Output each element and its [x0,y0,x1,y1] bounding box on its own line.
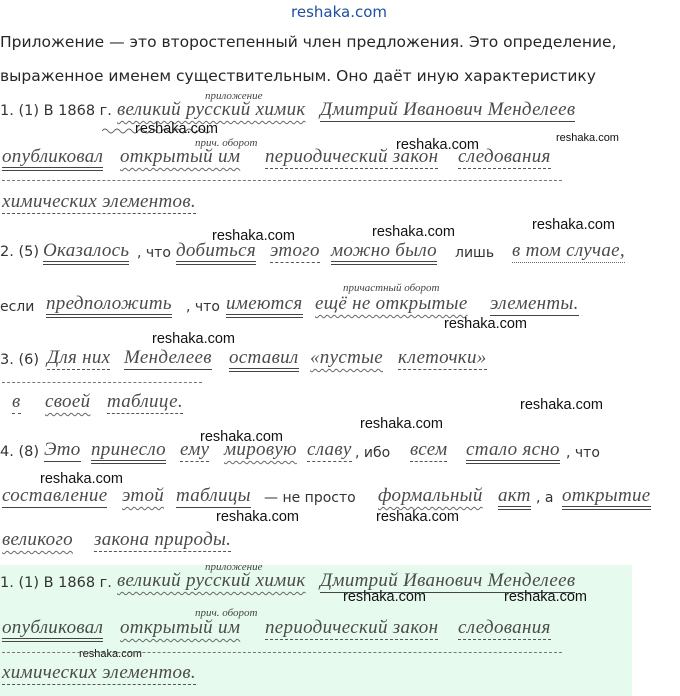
s1-word-7: химических элементов. [2,191,196,212]
s2-word-7: имеются [226,293,303,315]
dash-underline [2,652,562,653]
s3-word-2: Менделеев [124,347,212,368]
s3-word-6: в [12,391,21,412]
s1-word-6: следования [458,146,551,167]
s1-word-7-repeat: химических элементов. [2,662,196,683]
watermark: reshaka.com [79,648,142,660]
s1-word-4-repeat: открытый им [120,617,241,638]
s2-word-6: предположить [46,293,172,315]
s3-word-5: клеточки» [398,347,487,368]
s4-word-1: Это [44,439,81,460]
watermark: reshaka.com [216,509,300,525]
note-prich-oborot: прич. оборот [195,137,258,149]
watermark: reshaka.com [520,397,604,413]
s4-word-15: закона природы. [94,529,232,550]
s4-word-5: славу [307,439,352,460]
intro-line-2: выраженное именем существительным. Оно даёт иную характеристику [0,67,596,85]
watermark: reshaka.com [376,509,460,525]
s1-word-1: великий русский химик [117,99,306,120]
s3-number: 3. (6) [0,352,39,368]
s4-text-4: , а [536,490,554,506]
note-prichastny-oborot: причастный оборот [343,282,440,294]
s1-number-repeat: 1. (1) В 1868 г. [0,575,112,591]
note-prilozhenie: приложение [205,90,263,102]
s4-word-14: великого [2,529,73,550]
intro-line-1: Приложение — это второстепенный член предложения. Это определение, [0,33,617,51]
watermark: reshaka.com [360,416,444,432]
s4-word-11: формальный [378,485,483,506]
dash-underline [2,180,562,181]
watermark: reshaka.com [396,137,480,153]
s2-text-2: лишь [455,245,495,261]
s4-text-3: — не просто [264,490,356,506]
s2-text-1: , что [137,245,171,261]
s1-word-4: открытый им [120,146,241,167]
s1-word-3-repeat: опубликовал [2,617,103,639]
s4-word-3: ему [180,439,210,460]
s1-word-6-repeat: следования [458,617,551,638]
s3-word-7: своей [45,391,91,412]
s1-word-2: Дмитрий Иванович Менделеев [320,99,576,120]
s1-number: 1. (1) В 1868 г. [0,103,112,119]
s4-word-10: таблицы [176,485,251,506]
s4-word-2: принесло [91,439,166,461]
s4-word-9: этой [122,485,165,506]
s4-word-12: акт [498,485,531,507]
s2-word-2: добиться [176,240,256,262]
s4-number: 4. (8) [0,444,39,460]
s4-text-2: , что [566,445,600,461]
watermark: reshaka.com [343,589,427,605]
s2-text-3: если [0,299,35,315]
note-prilozhenie: приложение [205,561,263,573]
s2-word-5: в том случае, [512,240,625,261]
watermark: reshaka.com [556,132,619,144]
note-prich-oborot: прич. оборот [195,607,258,619]
s1-word-5: периодический закон [265,146,439,167]
watermark: reshaka.com [504,589,588,605]
s4-word-13: открытие [562,485,651,507]
s1-word-3: опубликовал [2,146,103,168]
site-header[interactable]: reshaka.com [291,3,387,21]
s2-number: 2. (5) [0,244,39,260]
watermark: reshaka.com [200,429,284,445]
s2-text-4: , что [186,299,220,315]
dash-underline [2,382,202,383]
s4-word-8: составление [2,485,108,506]
s2-word-9: элементы. [490,293,579,314]
watermark: reshaka.com [40,471,124,487]
watermark: reshaka.com [152,331,236,347]
watermark: reshaka.com [532,217,616,233]
s4-text-1: , ибо [355,445,391,461]
s3-word-4: «пустые [310,347,383,368]
watermark: reshaka.com [444,316,528,332]
s2-word-8: ещё не открытые [315,293,468,314]
s4-word-4: мировую [224,439,297,460]
s4-word-6: всем [410,439,448,460]
s2-word-4: можно было [331,240,437,262]
s3-word-8: таблице. [107,391,183,412]
s2-word-3: этого [270,240,320,261]
watermark: reshaka.com [372,224,456,240]
s3-word-3: оставил [229,347,299,369]
s1-word-2-repeat: Дмитрий Иванович Менделеев [320,570,576,591]
s1-word-5-repeat: периодический закон [265,617,439,638]
watermark: reshaka.com [135,121,219,137]
s2-word-1: Оказалось [43,240,129,262]
s4-word-7: стало ясно [466,439,560,461]
watermark: reshaka.com [212,228,296,244]
s1-word-1-repeat: великий русский химик [117,570,306,591]
s3-word-1: Для них [47,347,111,368]
